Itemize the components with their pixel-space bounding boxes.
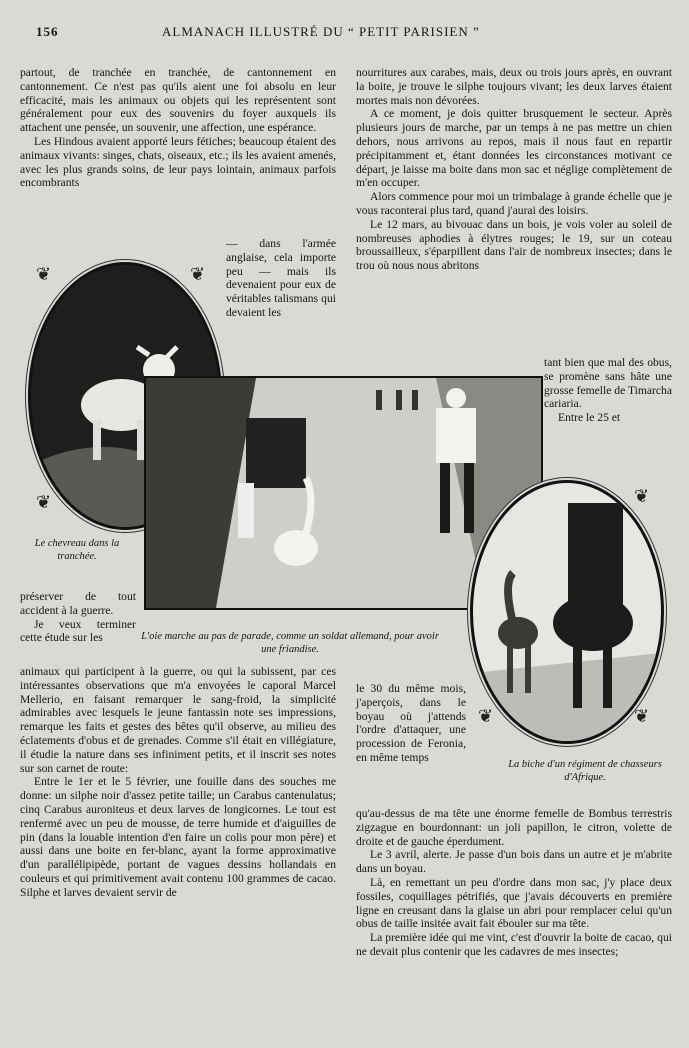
paragraph: — dans l'armée anglaise, cela importe peu — mais ils devenaient pour eux de véritables talismans qui devaient les	[226, 237, 336, 319]
left-column-wrap	[226, 237, 336, 320]
right-column-bottom	[356, 807, 672, 959]
right-column-wrap	[544, 356, 672, 425]
page-header	[36, 24, 668, 44]
ornament-icon: ❦	[36, 492, 52, 512]
ornament-icon: ❦	[634, 706, 650, 726]
kid-goat-caption: Le chevreau dans la tranchée.	[34, 538, 120, 562]
paragraph: qu'au-dessus de ma tête une énorme femelle de Bombus terrestris zigzague en bourdonnant: un joli papillon, le citron, volette de droite et de gauche éperdument.	[356, 807, 672, 848]
paragraph: Entre le 1er et le 5 février, une fouille dans des souches me donne: un silphe noir d'assez petite taille; un Carabus cantenulatus; cinq Carabus auroniteus et deux larves de longicornes. Le tout est renfermé avec un peu de mousse, de terre humide et d'aiguilles de pin (dans la louable intention d'en faire un colis pour mon père) et aussi dans une boite en fer-blanc, ayant la forme approximative d'un parallélipipède, portant de vagues dessins hollandais en couleurs et qui primitivement avait contenu 100 grammes de cacao. Silphe et larves devaient servir de	[20, 775, 336, 899]
goose-caption: L'oie marche au pas de parade, comme un soldat allemand, pour avoir une friandise.	[141, 631, 439, 655]
paragraph: A ce moment, je dois quitter brusquement le secteur. Après plusieurs jours de marche, par un temps à ne pas mettre un chien dehors, nous arrivons au repos, mais il nous faut en repartir précipitamment et, étant données les circonstances motivant ce départ, je laisse ma boite dans mon sac et néglige complètement de m'en occuper.	[356, 107, 672, 190]
paragraph: préserver de tout accident à la guerre.	[20, 590, 136, 617]
paragraph: Les Hindous avaient apporté leurs fétiches; beaucoup étaient des animaux vivants: singes, chats, oiseaux, etc.; ils les avaient amenés, avec les plus grands soins, de leur pays lointain, animaux parfois encombrants	[20, 134, 336, 190]
ornament-icon: ❦	[478, 706, 494, 726]
paragraph: animaux qui participent à la guerre, ou qui la subissent, par ces intéressantes observations que m'a envoyées le caporal Marcel Mellerio, en faisant remarquer le sang-froid, la simplicité admirables avec lesquels le jeune fantassin note ses impressions, remarque les faits et gestes des bêtes qu'il observe, au milieu des éclatements d'obus et de grenades. Comme s'il était en villégiature, il étudie la nature dans ses infiniment petits, et il inscrit ses notes sur son carnet de route:	[20, 665, 336, 775]
right-column-mid	[356, 682, 466, 765]
paragraph: Entre le 25 et	[558, 411, 621, 425]
right-column-top	[356, 66, 672, 273]
left-column-bottom	[20, 665, 336, 900]
paragraph: Je veux terminer cette étude sur les	[20, 617, 136, 645]
paragraph: tant bien que mal des obus, se promène sans hâte une grosse femelle de Timarcha cariaria.	[544, 356, 672, 411]
ornament-icon: ❦	[634, 486, 650, 506]
paragraph: La première idée qui me vint, c'est d'ouvrir la boite de cacao, qui ne devait plus contenir que les cadavres de mes insectes;	[356, 931, 672, 958]
paragraph: Le 12 mars, au bivouac dans un bois, je vois voler au soleil de nombreuses aphodies à élytres rouges; le 19, sur un coteau broussailleux, s'éparpillent dans l'air de nombreux insectes; dans le trou où nous nous abritons	[356, 217, 672, 273]
running-title: ALMANACH ILLUSTRÉ DU “ PETIT PARISIEN ”	[162, 24, 480, 39]
paragraph: le 30 du même mois, j'aperçois, dans le boyau où j'attends l'ordre d'attaquer, une procession de Feronia, en même temps	[356, 682, 466, 764]
paragraph: Alors commence pour moi un trimbalage à grande échelle que je vous raconterai plus tard, quand j'aurai des loisirs.	[356, 190, 672, 217]
doe-illustration	[473, 483, 661, 741]
paragraph: Là, en remettant un peu d'ordre dans mon sac, j'y place deux fossiles, coquillages pétrifiés, que j'avais découverts en première ligne en creusant dans la glaise un abri pour remplacer celui qu'un obus de taille insitée avait fait ébouler sur ma tête.	[356, 875, 672, 931]
ornament-icon: ❦	[36, 264, 52, 284]
ornament-icon: ❦	[190, 264, 206, 284]
paragraph: partout, de tranchée en tranchée, de cantonnement en cantonnement. Ce n'est pas qu'ils aient une foi absolu en leur efficacité, mais les animaux ou objets qui les représentent sont généralement pour eux des souvenirs du foyer auxquels ils attachent une pensée, un souvenir, une affection, une espérance.	[20, 66, 336, 135]
left-column-top	[20, 66, 336, 190]
doe-photo	[470, 480, 664, 744]
doe-caption: La biche d'un régiment de chasseurs d'Afrique.	[508, 759, 662, 783]
paragraph: nourritures aux carabes, mais, deux ou trois jours après, en ouvrant la boite, je trouve le silphe toujours vivant; les deux larves étaient mortes mais non dévorées.	[356, 66, 672, 107]
paragraph: Le 3 avril, alerte. Je passe d'un bois dans un autre et je m'abrite dans un boyau.	[356, 848, 672, 876]
left-column-mid	[20, 590, 136, 645]
page-number: 156	[36, 24, 59, 39]
